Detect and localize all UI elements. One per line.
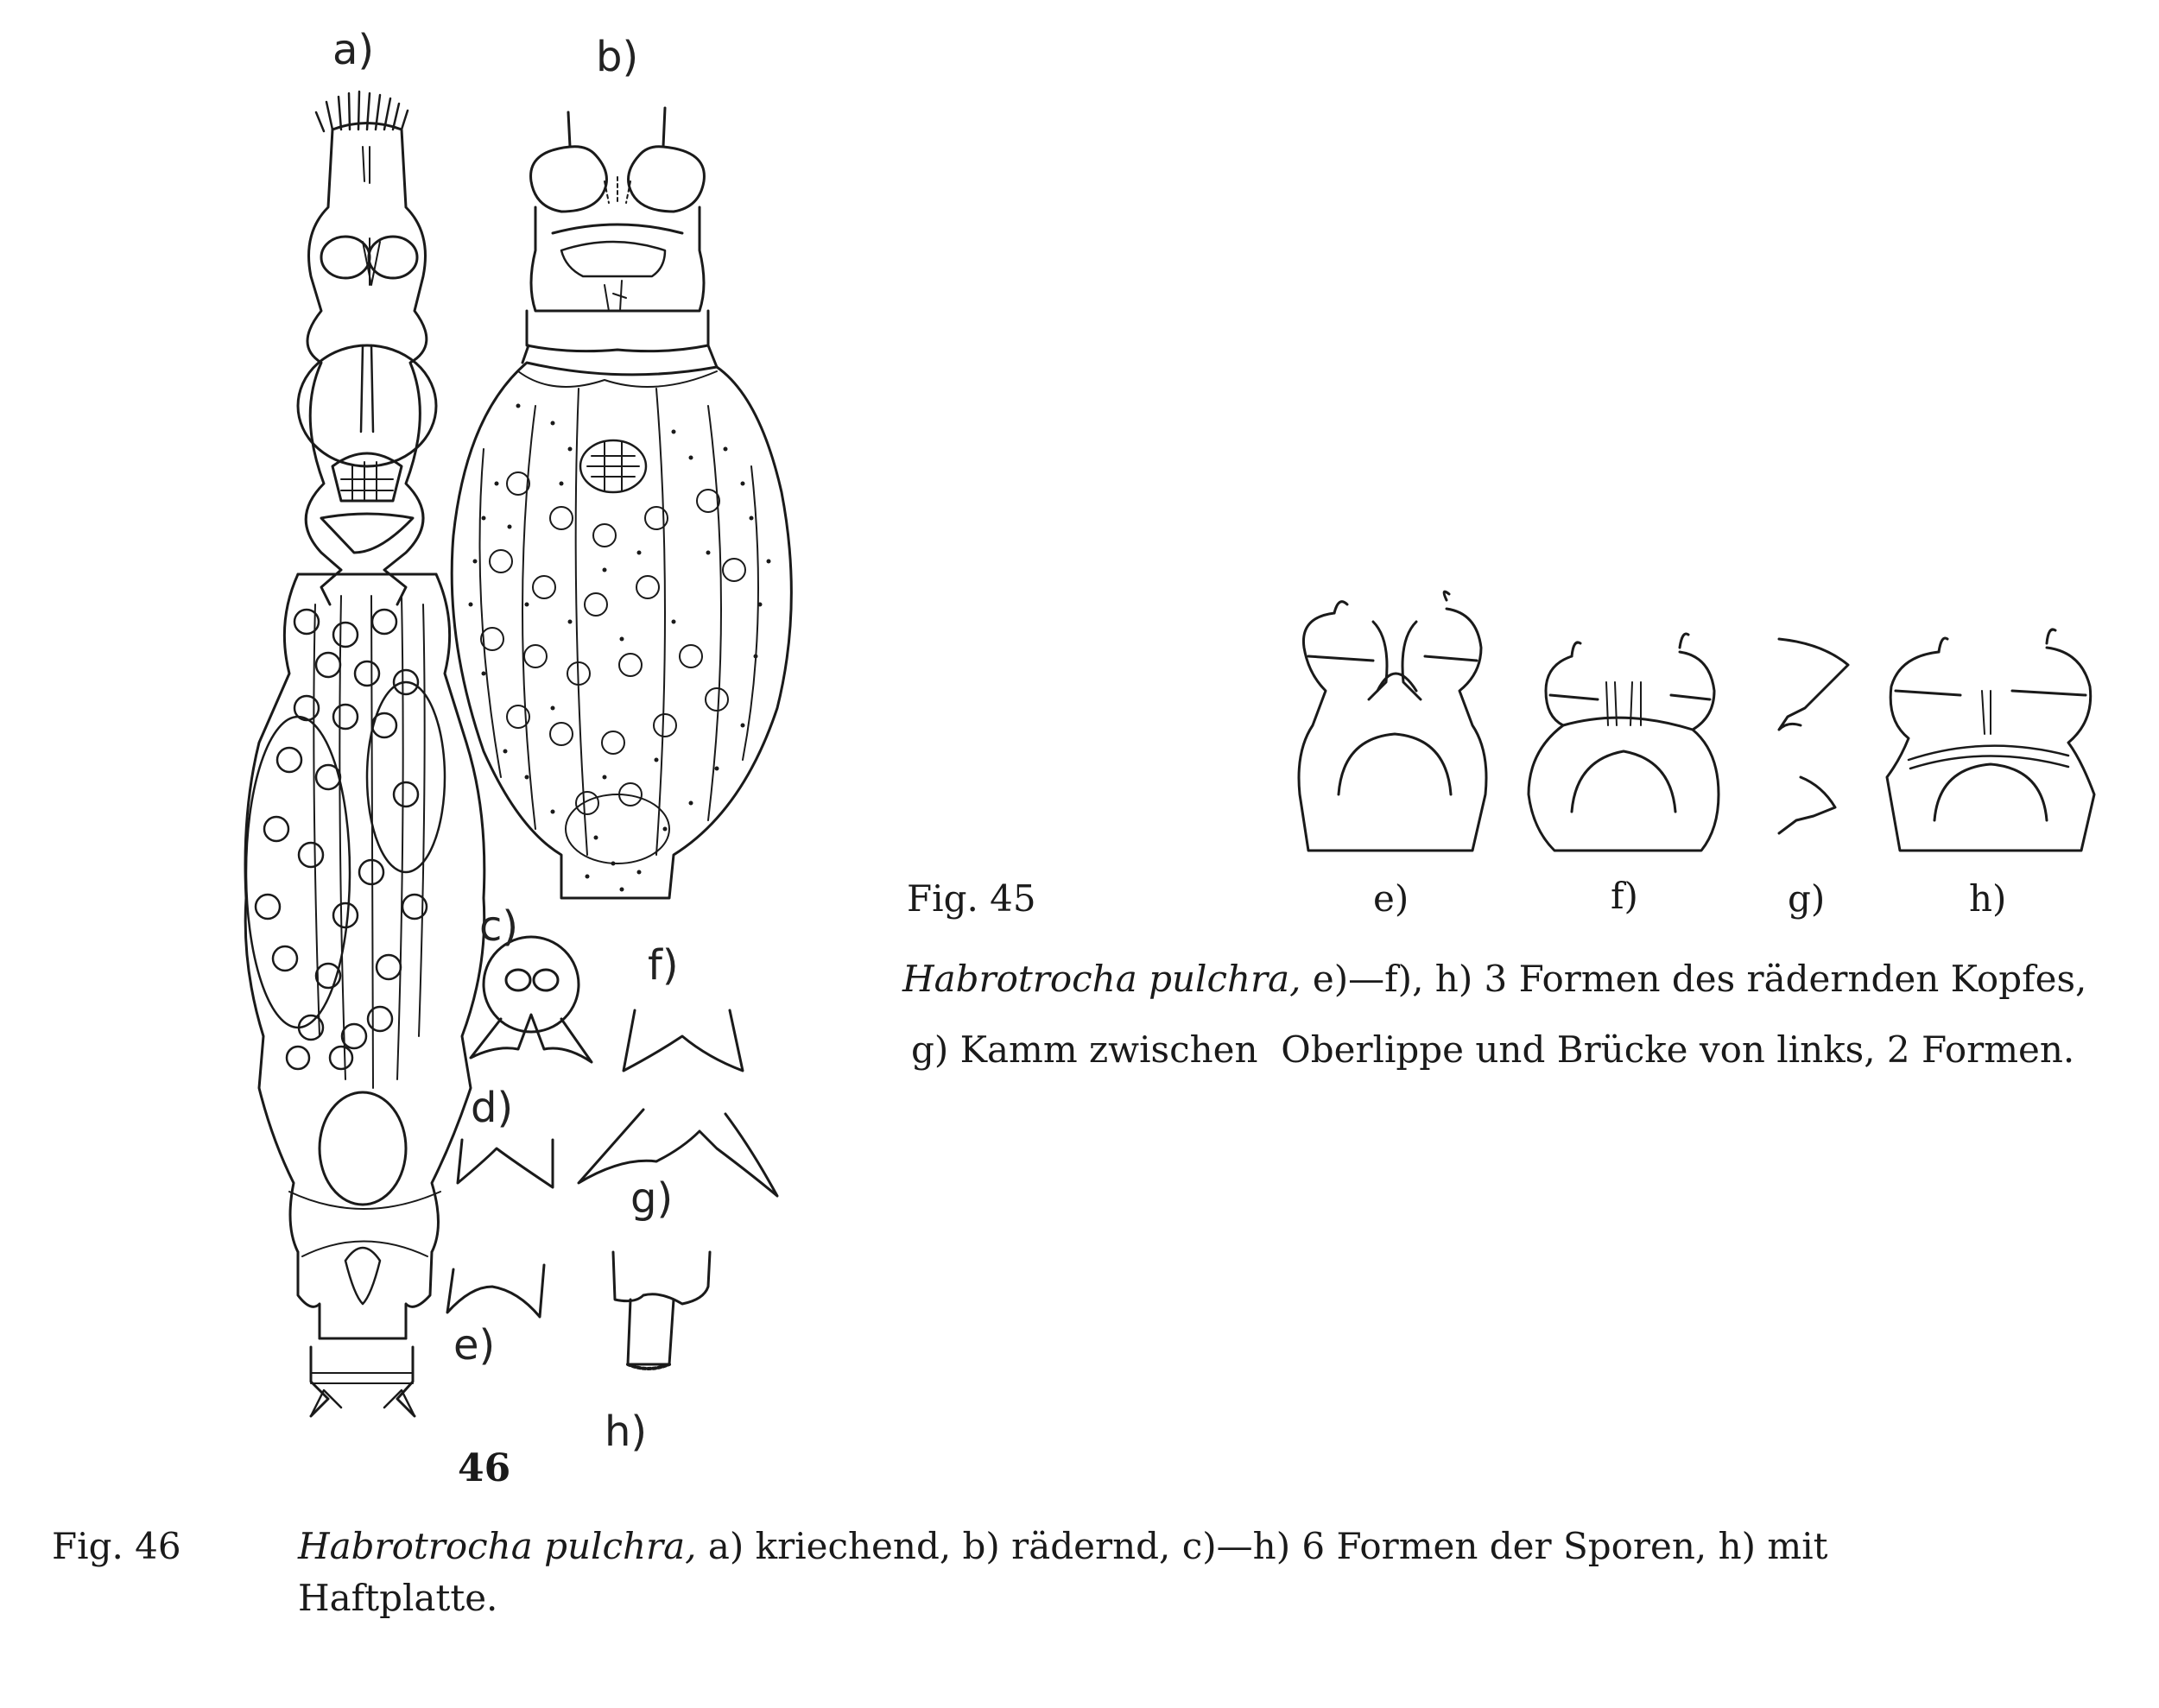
fig46-panel-label-h: h) (605, 1408, 648, 1456)
fig46-panel-label-c: c) (479, 902, 519, 951)
fig45-f-head-form (1529, 634, 1719, 851)
fig46-panel-label-e: e) (453, 1321, 496, 1370)
fig45-e-head-form (1299, 591, 1486, 851)
fig45-panel-label-g: g) (1788, 877, 1826, 920)
fig46-panel-label-g: g) (630, 1174, 674, 1223)
fig45-panel-label-h: h) (1969, 877, 2007, 920)
fig45-caption-line2: g) Kamm zwischen Oberlippe und Brücke von links, 2 Formen. (911, 1028, 2075, 1071)
fig45-label: Fig. 45 (907, 877, 1036, 920)
fig45-panel-label-f: f) (1611, 875, 1638, 917)
fig46-caption-line2: Haftplatte. (298, 1577, 498, 1619)
fig45-caption-line1 (902, 957, 2146, 1002)
fig46-panel-label-a: a) (332, 26, 375, 74)
fig45-g-comb-side (1779, 639, 1848, 833)
fig45-panel-label-e: e) (1373, 877, 1409, 920)
fig46-number: 46 (458, 1446, 511, 1490)
fig46-panel-label-d: d) (471, 1084, 514, 1132)
fig45-caption-text1: e)—f), h) 3 Formen des rädernden Kopfes, (1312, 958, 2087, 1000)
fig46-caption-line1 (298, 1524, 1852, 1569)
fig46-caption-species: Habrotrocha pulchra, (298, 1525, 697, 1567)
fig46-label: Fig. 46 (52, 1525, 181, 1567)
fig45-caption-species: Habrotrocha pulchra, (902, 958, 1301, 1000)
fig46-panel-label-b: b) (596, 33, 639, 81)
fig45-h-head-form (1887, 629, 2094, 851)
fig46-caption-text: a) kriechend, b) rädernd, c)—h) 6 Formen der Sporen, h) mit (707, 1525, 1828, 1567)
fig46-panel-label-f: f) (648, 941, 679, 990)
